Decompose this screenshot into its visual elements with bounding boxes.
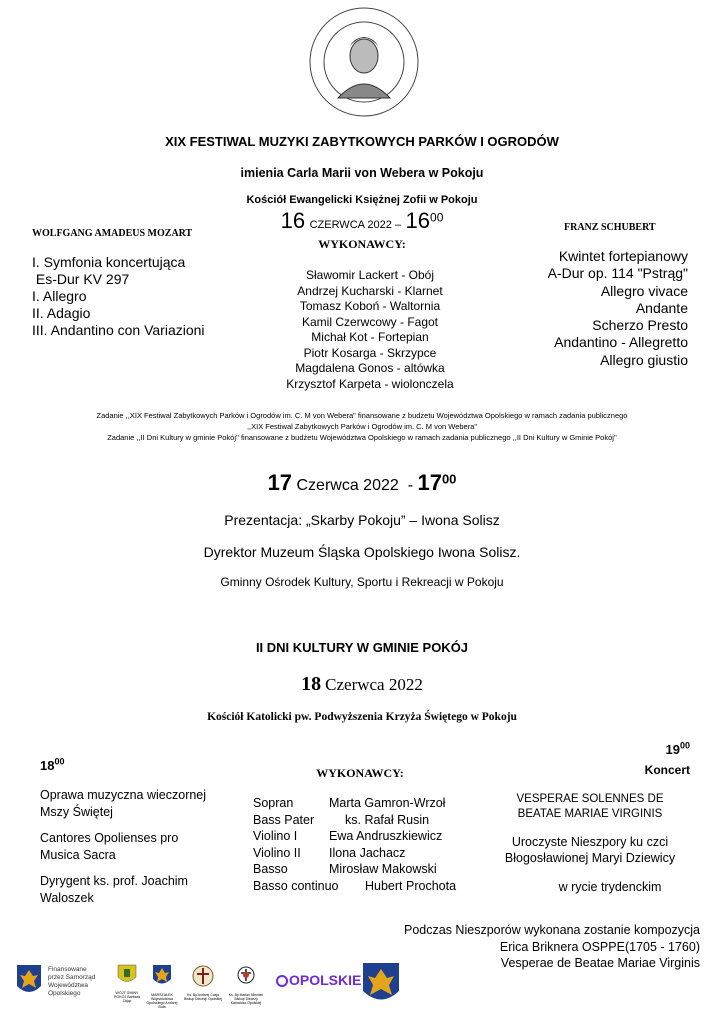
gmina-pokoj-logo (112, 964, 142, 1003)
concert1-month: CZERWCA 2022 – (309, 219, 402, 231)
role-label: Basso continuo (253, 878, 339, 893)
sponsor-line: Województwa (48, 982, 88, 989)
right-program-line: Andantino - Allegretto (554, 334, 688, 351)
left-block-2 (40, 830, 178, 863)
right-desc-line: Błogosławionej Maryi Dziewicy (504, 851, 676, 865)
festival-subtitle: imienia Carla Marii von Webera w Pokoju (240, 166, 484, 180)
left-composer: WOLFGANG AMADEUS MOZART (32, 228, 193, 239)
performer: Sławomir Lackert - Obój (305, 268, 435, 282)
performer: Tomasz Koboń - Waltornia (299, 299, 441, 313)
venue-1: Kościół Ewangelicki Księżnej Zofii w Pokoju (246, 194, 478, 206)
event3-title: II DNI KULTURY W GMINIE POKÓJ (255, 640, 469, 655)
concert1-day: 16 (280, 208, 306, 233)
left-block-line: Musica Sacra (40, 847, 116, 862)
event2-month: Czerwca 2022 (296, 477, 399, 494)
bishop-crest-icon (192, 964, 214, 988)
event3-closing (404, 922, 700, 972)
left-minutes: 00 (54, 756, 65, 767)
concert1-performers (270, 268, 470, 392)
festival-title: XIX FESTIWAL MUZYKI ZABYTKOWYCH PARKÓW I OGRODÓW (165, 134, 559, 149)
right-program-line: Allegro vivace (600, 282, 688, 299)
right-program-line: Allegro giustio (600, 351, 688, 368)
event3-performers-heading: WYKONAWCY: (316, 766, 404, 780)
left-block-1 (40, 787, 206, 820)
event2-day: 17 (267, 470, 293, 495)
festival-logo (308, 6, 420, 118)
role-name: Ilona Jachacz (329, 845, 406, 860)
marszalek-eagle-icon (152, 964, 172, 988)
concert1-minutes: 00 (430, 210, 444, 225)
event3-roles (253, 795, 456, 894)
right-program (548, 248, 688, 369)
event3-right-label: Koncert (644, 763, 690, 777)
left-program-line: Es-Dur KV 297 (32, 271, 130, 287)
event3-right-time (666, 742, 690, 757)
performer: Kamil Czerwcowy - Fagot (301, 314, 439, 329)
event2-presentation: Prezentacja: „Skarby Pokoju” – Iwona Solisz (224, 512, 500, 528)
role-label: Sopran (253, 796, 294, 810)
event3-right-title (470, 792, 710, 822)
event3-venue: Kościół Katolicki pw. Podwyższenia Krzyża Świętego w Pokoju (207, 711, 517, 723)
sponsor-line: Opolskiego (48, 990, 81, 997)
role-name: Mirosław Makowski (329, 862, 437, 876)
concert1-hour: 16 (405, 208, 431, 233)
event2-date (0, 470, 724, 496)
event3-month: Czerwca 2022 (325, 675, 423, 694)
event3-day: 18 (301, 673, 322, 695)
role-name: Marta Gamron-Wrzoł (329, 796, 446, 810)
event3-date (0, 673, 724, 696)
left-block-3 (40, 873, 188, 906)
role-name: ks. Rafał Rusin (345, 812, 430, 827)
left-program-line: I. Allegro (32, 288, 87, 304)
left-program-line: III. Andantino con Variazioni (32, 322, 205, 338)
left-block-line: Oprawa muzyczna wieczornej (40, 788, 207, 802)
lutheran-crest-icon (236, 964, 256, 988)
right-title-line: VESPERAE SOLENNES DE (516, 793, 664, 805)
logo-caption: Ks. Bp Andrzej Czaja Biskup Diecezji Opolskiej (184, 993, 222, 1001)
right-program-line: Scherzo Presto (592, 317, 688, 334)
logo-caption: Ks. Bp Marian Niemiec Biskup Diecezji Katowicko-Opolskiej (228, 993, 264, 1005)
portrait-medallion-icon (308, 6, 420, 118)
event3-right-rite: w rycie trydenckim (558, 880, 662, 894)
left-program-line: II. Adagio (32, 305, 91, 321)
left-block-line: Cantores Opolienses pro (40, 831, 179, 845)
right-minutes: 00 (679, 740, 690, 751)
role-label: Basso (253, 862, 288, 876)
funding-line: ,,XIX Festiwal Zabytkowych Parków i Ogrodów im. C. M von Webera" (246, 422, 478, 431)
left-block-line: Dyrygent ks. prof. Joachim (40, 874, 188, 888)
performer: Andrzej Kucharski - Klarnet (297, 283, 443, 298)
role-label: Violino I (253, 829, 298, 843)
bishop-opole-logo (184, 964, 222, 1001)
opolskie-text: OPOLSKIE (289, 972, 362, 988)
closing-line: Vesperae de Beatae Mariae Virginis (500, 956, 700, 970)
closing-line: Podczas Nieszporów wykonana zostanie kompozycja (404, 923, 700, 937)
funding-line: Zadanie ,,II Dni Kultury w gminie Pokój'' finansowane z budżetu Województwa Opolskiego w ramach zadania publicznego ,,II Dni Kultury w Gminie Pokój'' (107, 433, 617, 442)
event3-right-desc (470, 834, 710, 866)
right-program-line: Andante (635, 299, 688, 316)
performer: Piotr Kosarga - Skrzypce (303, 345, 437, 360)
right-program-line: Kwintet fortepianowy (558, 248, 688, 264)
event2-director: Dyrektor Muzeum Śląska Opolskiego Iwona Solisz. (203, 544, 521, 560)
funding-line: Zadanie ,,XIX Festiwal Zabytkowych Parków i Ogrodów im. C. M von Webera" finansowane z budżetu Województwa Opolskiego w ramach zadania publicznego (96, 411, 628, 420)
event2-hour: 17 (417, 470, 442, 495)
role-name: Hubert Prochota (365, 878, 457, 893)
concert1-date (240, 208, 484, 234)
event2-dash: - (407, 477, 414, 494)
opolskie-ring-icon (276, 975, 288, 987)
closing-line: Erica Briknera OSPPE(1705 - 1760) (499, 939, 700, 954)
role-label: Bass Pater (253, 812, 315, 827)
left-program-line: I. Symfonia koncertująca (32, 254, 186, 270)
sponsor-text (48, 966, 95, 998)
gmina-crest-icon (117, 964, 137, 986)
event2-organizer: Gminny Ośrodek Kultury, Sportu i Rekreacji w Pokoju (220, 575, 504, 589)
left-hour: 18 (40, 758, 55, 773)
logo-caption: MARSZAŁEK Województwa Opolskiego Andrzej Buła (146, 993, 178, 1009)
opolskie-brand (276, 972, 361, 988)
performer: Krzysztof Karpeta - wiolonczela (286, 376, 454, 391)
role-name: Ewa Andruszkiewicz (329, 829, 443, 843)
performer: Magdalena Gonos - altówka (295, 361, 445, 375)
funding-note (0, 410, 724, 443)
left-block-line: Waloszek (40, 890, 94, 905)
right-title-line: BEATAE MARIAE VIRGINIS (517, 808, 663, 820)
marszalek-logo (146, 964, 178, 1009)
opolskie-big-eagle-icon (362, 962, 400, 1013)
role-label: Violino II (253, 845, 301, 860)
logo-caption: WÓJT GMINY POKÓJ Barbara Zając (114, 991, 140, 1003)
sponsor-line: Finansowane (48, 966, 87, 973)
right-desc-line: Uroczyste Nieszpory ku czci (511, 835, 669, 849)
bishop-katowice-logo (226, 964, 266, 1005)
performer: Michał Kot - Fortepian (311, 330, 429, 344)
right-program-line: A-Dur op. 114 "Pstrąg" (547, 265, 688, 282)
event2-minutes: 00 (441, 471, 457, 487)
sponsor-line: przez Samorząd (48, 974, 96, 981)
event3-left-time (40, 758, 64, 773)
concert1-performers-heading: WYKONAWCY: (318, 237, 406, 251)
opolskie-eagle-icon (16, 964, 42, 1003)
right-hour: 19 (665, 742, 680, 757)
right-composer: FRANZ SCHUBERT (564, 222, 656, 233)
left-program (32, 254, 205, 339)
left-block-line: Mszy Świętej (40, 804, 113, 819)
